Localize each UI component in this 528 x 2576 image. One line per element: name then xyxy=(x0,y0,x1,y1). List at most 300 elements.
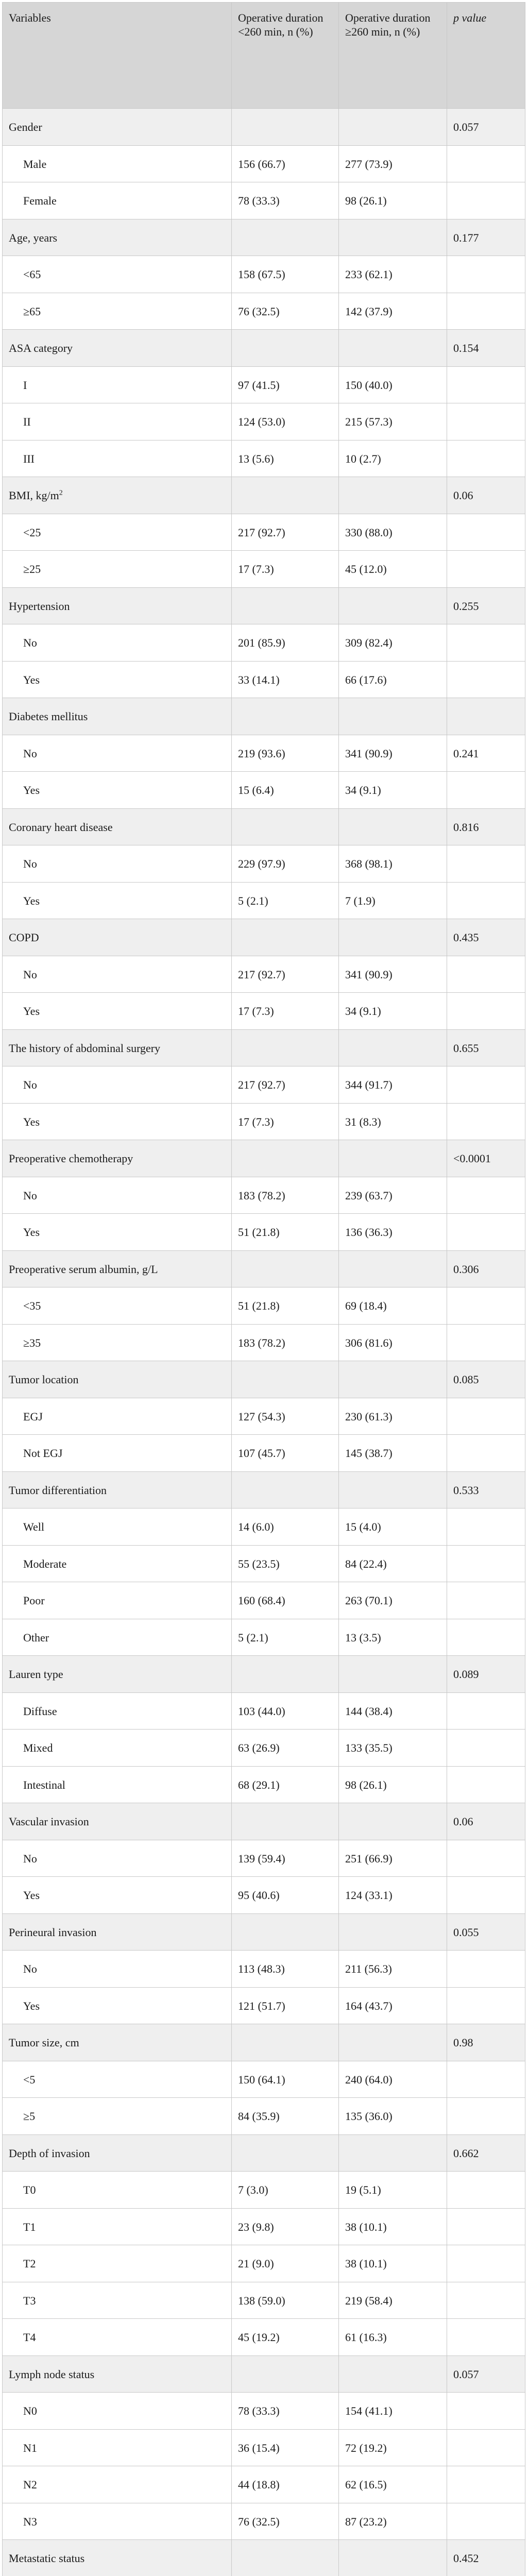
table-body xyxy=(3,109,525,2576)
value-260-or-more xyxy=(339,993,447,1030)
p-value-cell xyxy=(447,1398,525,1435)
value-under-260 xyxy=(232,1435,339,1472)
p-value-cell xyxy=(447,1509,525,1546)
table-row-depth-of-invasion-t3 xyxy=(3,2282,525,2319)
value-under-260 xyxy=(232,1287,339,1325)
variable-label xyxy=(3,698,232,735)
value-260-or-more xyxy=(339,514,447,551)
variable-label xyxy=(3,1546,232,1582)
value-260-or-more xyxy=(339,146,447,182)
value-260-or-more xyxy=(339,698,447,735)
value-under-260 xyxy=(232,1803,339,1840)
table-row-asa-category-i xyxy=(3,367,525,403)
value-260-or-more xyxy=(339,2135,447,2172)
value-under-260-text: 44 (18.8) xyxy=(238,2478,280,2491)
table-row-lauren-type-diffuse xyxy=(3,1693,525,1730)
p-value-cell xyxy=(447,919,525,956)
value-under-260-text: 78 (33.3) xyxy=(238,194,280,207)
value-under-260-text: 183 (78.2) xyxy=(238,1336,285,1349)
value-under-260 xyxy=(232,1251,339,1287)
p-value-cell xyxy=(447,1214,525,1251)
value-260-or-more xyxy=(339,1287,447,1325)
value-under-260 xyxy=(232,1914,339,1951)
table-row-tumor-differentiation-well xyxy=(3,1509,525,1546)
value-under-260-text: 76 (32.5) xyxy=(238,304,280,318)
value-260-or-more xyxy=(339,367,447,403)
value-under-260-text: 150 (64.1) xyxy=(238,2073,285,2086)
variable-label-text: T0 xyxy=(23,2183,36,2196)
group-row-lymph-node-status xyxy=(3,2356,525,2393)
variable-label xyxy=(3,2024,232,2061)
value-260-or-more-text: 7 (1.9) xyxy=(345,894,376,907)
variable-label-text: No xyxy=(23,1189,37,1202)
variable-label xyxy=(3,1730,232,1767)
table-row-age-years-lt-65 xyxy=(3,256,525,293)
variable-label-text: Tumor size, cm xyxy=(9,2036,79,2049)
variable-label-text: Yes xyxy=(23,1005,40,1018)
variable-label-text: Intestinal xyxy=(23,1778,65,1791)
value-under-260-text: 51 (21.8) xyxy=(238,1226,280,1239)
value-260-or-more xyxy=(339,1877,447,1914)
variable-label-text: No xyxy=(23,747,37,760)
p-value-cell xyxy=(447,772,525,809)
value-under-260-text: 160 (68.4) xyxy=(238,1594,285,1607)
value-under-260 xyxy=(232,1693,339,1730)
value-260-or-more xyxy=(339,2356,447,2393)
characteristics-table xyxy=(2,2,525,2576)
value-under-260 xyxy=(232,1767,339,1803)
table-row-coronary-heart-disease-yes xyxy=(3,883,525,919)
p-value-cell xyxy=(447,698,525,735)
value-260-or-more xyxy=(339,1325,447,1361)
variable-label-text: Poor xyxy=(23,1594,45,1607)
value-under-260 xyxy=(232,956,339,993)
value-under-260 xyxy=(232,1840,339,1877)
value-260-or-more xyxy=(339,182,447,219)
variable-label xyxy=(3,1398,232,1435)
table-row-copd-no xyxy=(3,956,525,993)
p-value-cell xyxy=(447,514,525,551)
value-under-260-text: 76 (32.5) xyxy=(238,2515,280,2528)
variable-label-text: Gender xyxy=(9,121,42,133)
variable-label-text: Hypertension xyxy=(9,599,70,613)
value-under-260-text: 68 (29.1) xyxy=(238,1778,280,1791)
variable-label xyxy=(3,2319,232,2356)
p-value-cell xyxy=(447,2209,525,2245)
value-260-or-more xyxy=(339,2245,447,2282)
value-under-260 xyxy=(232,1656,339,1693)
variable-label-text: Other xyxy=(23,1631,49,1644)
variable-label-text: Tumor location xyxy=(9,1373,79,1386)
p-value-cell xyxy=(447,1914,525,1951)
variable-label xyxy=(3,1361,232,1398)
value-260-or-more xyxy=(339,1546,447,1582)
value-260-or-more-text: 240 (64.0) xyxy=(345,2073,393,2086)
value-under-260 xyxy=(232,2024,339,2061)
variable-label-text: ≥35 xyxy=(23,1336,41,1349)
variable-label-text: T4 xyxy=(23,2331,36,2344)
table-row-diabetes-mellitus-yes xyxy=(3,772,525,809)
variable-label xyxy=(3,2061,232,2098)
value-under-260 xyxy=(232,146,339,182)
value-under-260-text: 78 (33.3) xyxy=(238,2404,280,2417)
variable-label xyxy=(3,1656,232,1693)
value-under-260 xyxy=(232,2061,339,2098)
table-row-tumor-differentiation-other xyxy=(3,1619,525,1656)
table-row-lymph-node-status-n0 xyxy=(3,2393,525,2430)
variable-label xyxy=(3,1509,232,1546)
table-row-gender-female xyxy=(3,182,525,219)
value-under-260-text: 127 (54.3) xyxy=(238,1410,285,1423)
value-under-260 xyxy=(232,2319,339,2356)
p-value-cell xyxy=(447,2319,525,2356)
p-value-cell xyxy=(447,624,525,662)
p-value-cell-text: 0.06 xyxy=(453,1815,473,1828)
p-value-cell-text: 0.241 xyxy=(453,747,479,760)
value-under-260 xyxy=(232,1951,339,1988)
p-value-cell xyxy=(447,551,525,588)
p-value-cell-text: 0.055 xyxy=(453,1925,479,1939)
variable-label xyxy=(3,2282,232,2319)
group-row-perineural-invasion xyxy=(3,1914,525,1951)
value-under-260 xyxy=(232,182,339,219)
value-under-260 xyxy=(232,367,339,403)
variable-label xyxy=(3,256,232,293)
p-value-cell xyxy=(447,2172,525,2209)
p-value-cell xyxy=(447,2393,525,2430)
variable-label-text: T1 xyxy=(23,2220,36,2233)
value-under-260-text: 97 (41.5) xyxy=(238,378,280,392)
value-under-260-text: 158 (67.5) xyxy=(238,268,285,281)
value-under-260 xyxy=(232,772,339,809)
value-260-or-more xyxy=(339,845,447,883)
value-under-260 xyxy=(232,2540,339,2576)
value-260-or-more xyxy=(339,1398,447,1435)
p-value-cell xyxy=(447,1140,525,1177)
p-value-cell-text: 0.057 xyxy=(453,121,479,133)
variable-label xyxy=(3,1287,232,1325)
table-row-tumor-differentiation-moderate xyxy=(3,1546,525,1582)
p-value-cell xyxy=(447,2540,525,2576)
variable-label xyxy=(3,2135,232,2172)
value-under-260-text: 17 (7.3) xyxy=(238,1115,274,1128)
variable-label xyxy=(3,1214,232,1251)
variable-label-text: N1 xyxy=(23,2441,37,2454)
value-under-260 xyxy=(232,883,339,919)
value-260-or-more xyxy=(339,551,447,588)
variable-label xyxy=(3,2503,232,2540)
value-260-or-more-text: 19 (5.1) xyxy=(345,2183,381,2196)
value-under-260 xyxy=(232,1546,339,1582)
value-under-260 xyxy=(232,1177,339,1214)
value-260-or-more xyxy=(339,588,447,624)
value-under-260 xyxy=(232,1325,339,1361)
variable-label xyxy=(3,330,232,367)
value-260-or-more xyxy=(339,1619,447,1656)
value-260-or-more-text: 133 (35.5) xyxy=(345,1741,393,1754)
group-row-copd xyxy=(3,919,525,956)
value-under-260 xyxy=(232,2245,339,2282)
value-under-260-text: 217 (92.7) xyxy=(238,526,285,539)
p-value-cell xyxy=(447,735,525,772)
value-under-260 xyxy=(232,2393,339,2430)
value-260-or-more xyxy=(339,1066,447,1104)
value-under-260-text: 113 (48.3) xyxy=(238,1962,285,1975)
variable-label xyxy=(3,809,232,845)
variable-label-text: Coronary heart disease xyxy=(9,820,113,834)
table-row-asa-category-iii xyxy=(3,440,525,477)
variable-label xyxy=(3,1988,232,2024)
value-under-260-text: 45 (19.2) xyxy=(238,2331,280,2344)
value-260-or-more-text: 239 (63.7) xyxy=(345,1189,393,1202)
p-value-cell xyxy=(447,1325,525,1361)
value-260-or-more xyxy=(339,2024,447,2061)
table-row-depth-of-invasion-t1 xyxy=(3,2209,525,2245)
header-p-value: p value xyxy=(447,3,525,109)
variable-label xyxy=(3,219,232,256)
variable-label xyxy=(3,146,232,182)
value-260-or-more xyxy=(339,1472,447,1509)
value-260-or-more-text: 251 (66.9) xyxy=(345,1852,393,1865)
p-value-cell xyxy=(447,1582,525,1619)
value-260-or-more-text: 38 (10.1) xyxy=(345,2220,387,2233)
value-under-260 xyxy=(232,698,339,735)
variable-label-text: Yes xyxy=(23,1999,40,2012)
value-260-or-more xyxy=(339,2319,447,2356)
p-value-cell xyxy=(447,182,525,219)
table-row-depth-of-invasion-t2 xyxy=(3,2245,525,2282)
p-value-cell xyxy=(447,1177,525,1214)
variable-label-text: <65 xyxy=(23,268,41,281)
table-row-diabetes-mellitus-no xyxy=(3,735,525,772)
value-under-260 xyxy=(232,403,339,440)
p-value-cell xyxy=(447,256,525,293)
value-260-or-more-text: 13 (3.5) xyxy=(345,1631,381,1644)
value-under-260 xyxy=(232,440,339,477)
variable-label-text: Not EGJ xyxy=(23,1447,63,1460)
value-260-or-more-text: 136 (36.3) xyxy=(345,1226,393,1239)
variable-label-text: Yes xyxy=(23,784,40,796)
table-row-lauren-type-mixed xyxy=(3,1730,525,1767)
variable-label-text: Diabetes mellitus xyxy=(9,710,88,723)
variable-label-text: Preoperative chemotherapy xyxy=(9,1152,133,1165)
value-under-260 xyxy=(232,809,339,845)
p-value-cell xyxy=(447,1546,525,1582)
variable-label xyxy=(3,1325,232,1361)
p-value-cell xyxy=(447,367,525,403)
value-under-260 xyxy=(232,2430,339,2466)
variable-label-text: Well xyxy=(23,1520,44,1533)
table-row-the-history-of-abdominal-surgery-no xyxy=(3,1066,525,1104)
value-under-260-text: 217 (92.7) xyxy=(238,1078,285,1091)
variable-label xyxy=(3,1877,232,1914)
value-260-or-more-text: 368 (98.1) xyxy=(345,857,393,870)
variable-label-text: Metastatic status xyxy=(9,2552,85,2565)
value-260-or-more xyxy=(339,2540,447,2576)
value-under-260-text: 156 (66.7) xyxy=(238,157,285,171)
table-row-vascular-invasion-yes xyxy=(3,1877,525,1914)
variable-label-text: <35 xyxy=(23,1299,41,1312)
variable-label-text: No xyxy=(23,968,37,981)
table-row-tumor-location-not-egj xyxy=(3,1435,525,1472)
value-under-260 xyxy=(232,2282,339,2319)
value-under-260-text: 17 (7.3) xyxy=(238,1005,274,1018)
p-value-cell xyxy=(447,883,525,919)
value-under-260-text: 139 (59.4) xyxy=(238,1852,285,1865)
group-row-gender xyxy=(3,109,525,146)
p-value-cell-text: 0.255 xyxy=(453,599,479,613)
value-under-260 xyxy=(232,2098,339,2135)
variable-label xyxy=(3,1435,232,1472)
variable-label xyxy=(3,1582,232,1619)
table-row-perineural-invasion-no xyxy=(3,1951,525,1988)
p-value-cell xyxy=(447,2098,525,2135)
variable-label-text: III xyxy=(23,452,35,465)
variable-label xyxy=(3,588,232,624)
value-260-or-more-text: 72 (19.2) xyxy=(345,2441,387,2454)
table-row-preoperative-chemotherapy-no xyxy=(3,1177,525,1214)
variable-label-text: I xyxy=(23,378,27,392)
value-260-or-more-text: 230 (61.3) xyxy=(345,1410,393,1423)
value-260-or-more xyxy=(339,809,447,845)
variable-label xyxy=(3,1066,232,1104)
p-value-cell-text: 0.085 xyxy=(453,1373,479,1386)
group-row-the-history-of-abdominal-surgery xyxy=(3,1030,525,1066)
variable-label xyxy=(3,2466,232,2503)
value-260-or-more-text: 31 (8.3) xyxy=(345,1115,381,1128)
value-under-260 xyxy=(232,1582,339,1619)
variable-label-text: Preoperative serum albumin, g/L xyxy=(9,1262,158,1276)
value-under-260-text: 7 (3.0) xyxy=(238,2183,268,2196)
variable-label xyxy=(3,1767,232,1803)
variable-label xyxy=(3,624,232,662)
group-row-metastatic-status xyxy=(3,2540,525,2576)
table-row-copd-yes xyxy=(3,993,525,1030)
variable-label xyxy=(3,2540,232,2576)
variable-label xyxy=(3,109,232,146)
variable-label-text: Female xyxy=(23,194,57,207)
table-row-age-years-gte-65 xyxy=(3,293,525,330)
value-under-260-text: 103 (44.0) xyxy=(238,1704,285,1718)
group-row-asa-category xyxy=(3,330,525,367)
value-under-260-text: 23 (9.8) xyxy=(238,2220,274,2233)
p-value-cell xyxy=(447,2503,525,2540)
value-under-260-text: 17 (7.3) xyxy=(238,563,274,575)
table-row-lymph-node-status-n2 xyxy=(3,2466,525,2503)
value-260-or-more xyxy=(339,1951,447,1988)
value-260-or-more xyxy=(339,1177,447,1214)
p-value-cell xyxy=(447,109,525,146)
variable-label xyxy=(3,1619,232,1656)
value-260-or-more xyxy=(339,477,447,514)
value-260-or-more xyxy=(339,624,447,662)
table-row-asa-category-ii xyxy=(3,403,525,440)
variable-label xyxy=(3,735,232,772)
variable-label xyxy=(3,293,232,330)
group-row-tumor-differentiation xyxy=(3,1472,525,1509)
p-value-cell xyxy=(447,845,525,883)
value-under-260-text: 55 (23.5) xyxy=(238,1557,280,1570)
variable-label xyxy=(3,477,232,514)
value-260-or-more xyxy=(339,2061,447,2098)
table-row-the-history-of-abdominal-surgery-yes xyxy=(3,1104,525,1140)
variable-label xyxy=(3,2430,232,2466)
p-value-cell xyxy=(447,1435,525,1472)
value-260-or-more-text: 69 (18.4) xyxy=(345,1299,387,1312)
p-value-cell xyxy=(447,1030,525,1066)
variable-label-text: ≥65 xyxy=(23,304,41,318)
p-value-cell xyxy=(447,588,525,624)
value-under-260 xyxy=(232,1619,339,1656)
header-duration-long: Operative duration ≥260 min, n (%) xyxy=(339,3,447,109)
p-value-cell-text: 0.089 xyxy=(453,1668,479,1681)
table-row-lymph-node-status-n3 xyxy=(3,2503,525,2540)
value-260-or-more-text: 344 (91.7) xyxy=(345,1078,393,1091)
variable-label xyxy=(3,440,232,477)
p-value-cell-text: 0.154 xyxy=(453,342,479,354)
p-value-cell xyxy=(447,1472,525,1509)
p-value-cell xyxy=(447,1767,525,1803)
value-260-or-more-text: 135 (36.0) xyxy=(345,2110,393,2123)
value-260-or-more xyxy=(339,1730,447,1767)
group-row-vascular-invasion xyxy=(3,1803,525,1840)
value-under-260 xyxy=(232,588,339,624)
value-under-260-text: 21 (9.0) xyxy=(238,2257,274,2270)
variable-label-text: Vascular invasion xyxy=(9,1815,89,1828)
variable-label-text: Lauren type xyxy=(9,1668,63,1681)
group-row-tumor-size-cm xyxy=(3,2024,525,2061)
value-260-or-more xyxy=(339,1214,447,1251)
p-value-cell xyxy=(447,1840,525,1877)
table-row-preoperative-serum-albumin-g-l-gte-35 xyxy=(3,1325,525,1361)
variable-label-text: ≥5 xyxy=(23,2110,36,2123)
variable-label-text: No xyxy=(23,636,37,649)
value-260-or-more xyxy=(339,2466,447,2503)
value-260-or-more xyxy=(339,1693,447,1730)
p-value-cell xyxy=(447,1693,525,1730)
variable-label-text: No xyxy=(23,1962,37,1975)
p-value-cell xyxy=(447,293,525,330)
value-260-or-more xyxy=(339,1656,447,1693)
table-row-tumor-location-egj xyxy=(3,1398,525,1435)
variable-label xyxy=(3,182,232,219)
variable-label-text: Male xyxy=(23,157,47,171)
value-under-260 xyxy=(232,1361,339,1398)
variable-label-text: No xyxy=(23,857,37,870)
p-value-cell xyxy=(447,662,525,698)
p-value-cell-text: 0.816 xyxy=(453,820,479,834)
group-row-preoperative-chemotherapy xyxy=(3,1140,525,1177)
variable-label xyxy=(3,772,232,809)
variable-label xyxy=(3,1693,232,1730)
value-under-260 xyxy=(232,1877,339,1914)
table-row-lauren-type-intestinal xyxy=(3,1767,525,1803)
value-260-or-more xyxy=(339,1435,447,1472)
variable-label xyxy=(3,367,232,403)
value-under-260-text: 229 (97.9) xyxy=(238,857,285,870)
variable-label xyxy=(3,1177,232,1214)
value-260-or-more xyxy=(339,2393,447,2430)
table-row-depth-of-invasion-t4 xyxy=(3,2319,525,2356)
value-under-260 xyxy=(232,256,339,293)
value-260-or-more-text: 38 (10.1) xyxy=(345,2257,387,2270)
value-under-260 xyxy=(232,1214,339,1251)
value-under-260 xyxy=(232,1398,339,1435)
value-260-or-more-text: 45 (12.0) xyxy=(345,563,387,575)
p-value-cell xyxy=(447,1803,525,1840)
value-under-260 xyxy=(232,551,339,588)
value-260-or-more-text: 145 (38.7) xyxy=(345,1447,393,1460)
